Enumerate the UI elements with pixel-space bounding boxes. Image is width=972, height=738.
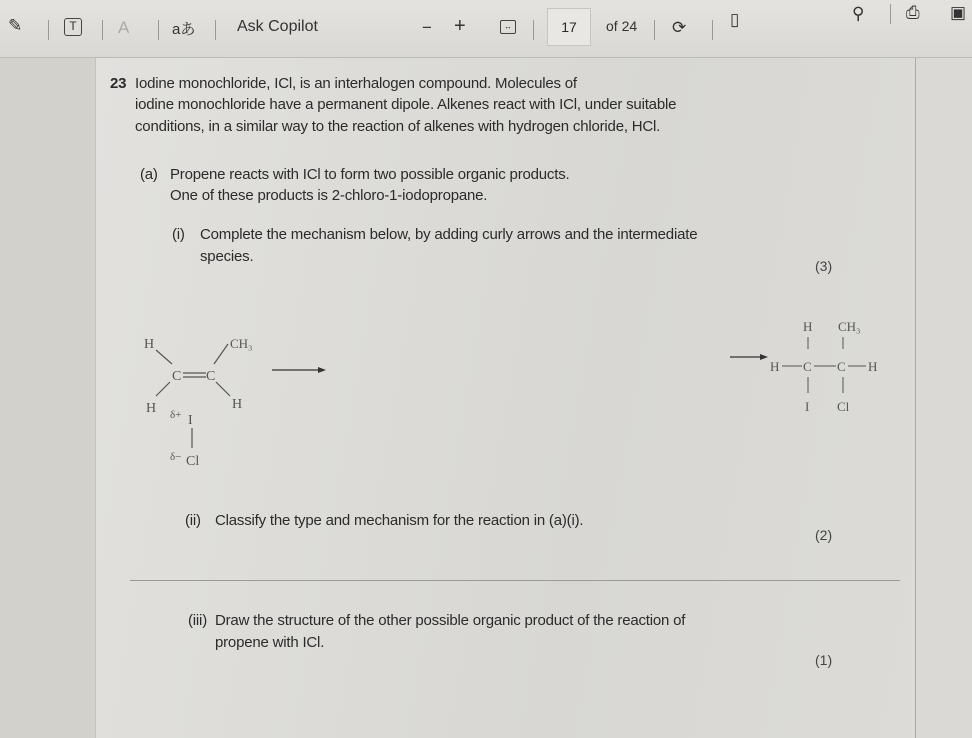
marks: (1) <box>815 652 833 668</box>
part-a-text: Propene reacts with ICl to form two possible organic products. <box>170 166 570 183</box>
ask-copilot-button[interactable]: Ask Copilot <box>237 18 318 35</box>
part-a-text: One of these products is 2-chloro-1-iodopropane. <box>170 187 488 204</box>
part-ii-text: Classify the type and mechanism for the reaction in (a)(i). <box>215 512 584 529</box>
atom-h: H <box>868 359 878 374</box>
text-size-button[interactable]: A <box>118 18 130 37</box>
part-ii-label: (ii) <box>185 512 201 529</box>
methyl-group: CH₃ <box>230 336 253 351</box>
reactant-diagram <box>130 320 340 480</box>
atom-i: I <box>805 399 810 414</box>
intro-line: conditions, in a similar way to the reaction of alkenes with hydrogen chloride, HCl. <box>135 118 661 135</box>
zoom-out-button[interactable]: − <box>422 18 432 37</box>
part-iii-text: Draw the structure of the other possible organic product of the reaction of <box>215 612 686 629</box>
product-diagram <box>730 305 900 425</box>
methyl-group: CH₃ <box>838 319 861 334</box>
marks: (2) <box>815 527 833 543</box>
part-iii-label: (iii) <box>188 612 207 629</box>
page-number-input[interactable]: 17 <box>547 8 591 46</box>
atom-h: H <box>232 397 243 412</box>
delta-minus: δ− <box>170 451 182 463</box>
atom-c: C <box>803 359 812 374</box>
translate-button[interactable]: aあ <box>172 21 196 38</box>
save-icon[interactable]: ▣ <box>950 3 967 22</box>
atom-h: H <box>770 359 780 374</box>
divider <box>654 20 655 40</box>
text-box-icon[interactable]: T <box>64 18 82 36</box>
divider <box>102 20 103 40</box>
part-iii-text: propene with ICl. <box>215 634 325 651</box>
intro-line: iodine monochloride have a permanent dipole. Alkenes react with ICl, under suitable <box>135 96 677 113</box>
divider <box>158 20 159 40</box>
atom-cl: Cl <box>186 454 200 469</box>
page-total: of 24 <box>606 18 638 34</box>
atom-cl: Cl <box>837 399 850 414</box>
part-i-label: (i) <box>172 226 185 243</box>
answer-line <box>130 580 900 581</box>
side-panel <box>915 58 972 738</box>
draw-icon[interactable]: ✎ <box>8 16 23 35</box>
divider <box>533 20 534 40</box>
fit-width-icon[interactable]: ↔ <box>500 20 516 34</box>
atom-c: C <box>206 369 216 384</box>
divider <box>890 4 891 24</box>
divider <box>48 20 49 40</box>
atom-c: C <box>172 369 182 384</box>
search-icon[interactable]: ⚲ <box>852 4 865 23</box>
part-a-label: (a) <box>140 166 158 183</box>
divider <box>215 20 216 40</box>
pdf-toolbar <box>0 0 972 58</box>
divider <box>712 20 713 40</box>
atom-h: H <box>144 337 155 352</box>
atom-h: H <box>803 319 813 334</box>
zoom-in-button[interactable]: + <box>454 15 466 37</box>
page-view-icon[interactable]: ▯ <box>730 10 740 29</box>
rotate-icon[interactable]: ⟳ <box>672 18 687 37</box>
intro-line: Iodine monochloride, ICl, is an interhalogen compound. Molecules of <box>135 75 577 92</box>
question-number: 23 <box>110 75 127 92</box>
marks: (3) <box>815 258 833 274</box>
atom-i: I <box>188 413 193 428</box>
part-i-text: Complete the mechanism below, by adding curly arrows and the intermediate <box>200 226 698 243</box>
delta-plus: δ+ <box>170 409 182 421</box>
part-i-text: species. <box>200 248 254 265</box>
print-icon[interactable]: ⎙ <box>906 3 920 22</box>
atom-h: H <box>146 401 157 416</box>
atom-c: C <box>837 359 846 374</box>
